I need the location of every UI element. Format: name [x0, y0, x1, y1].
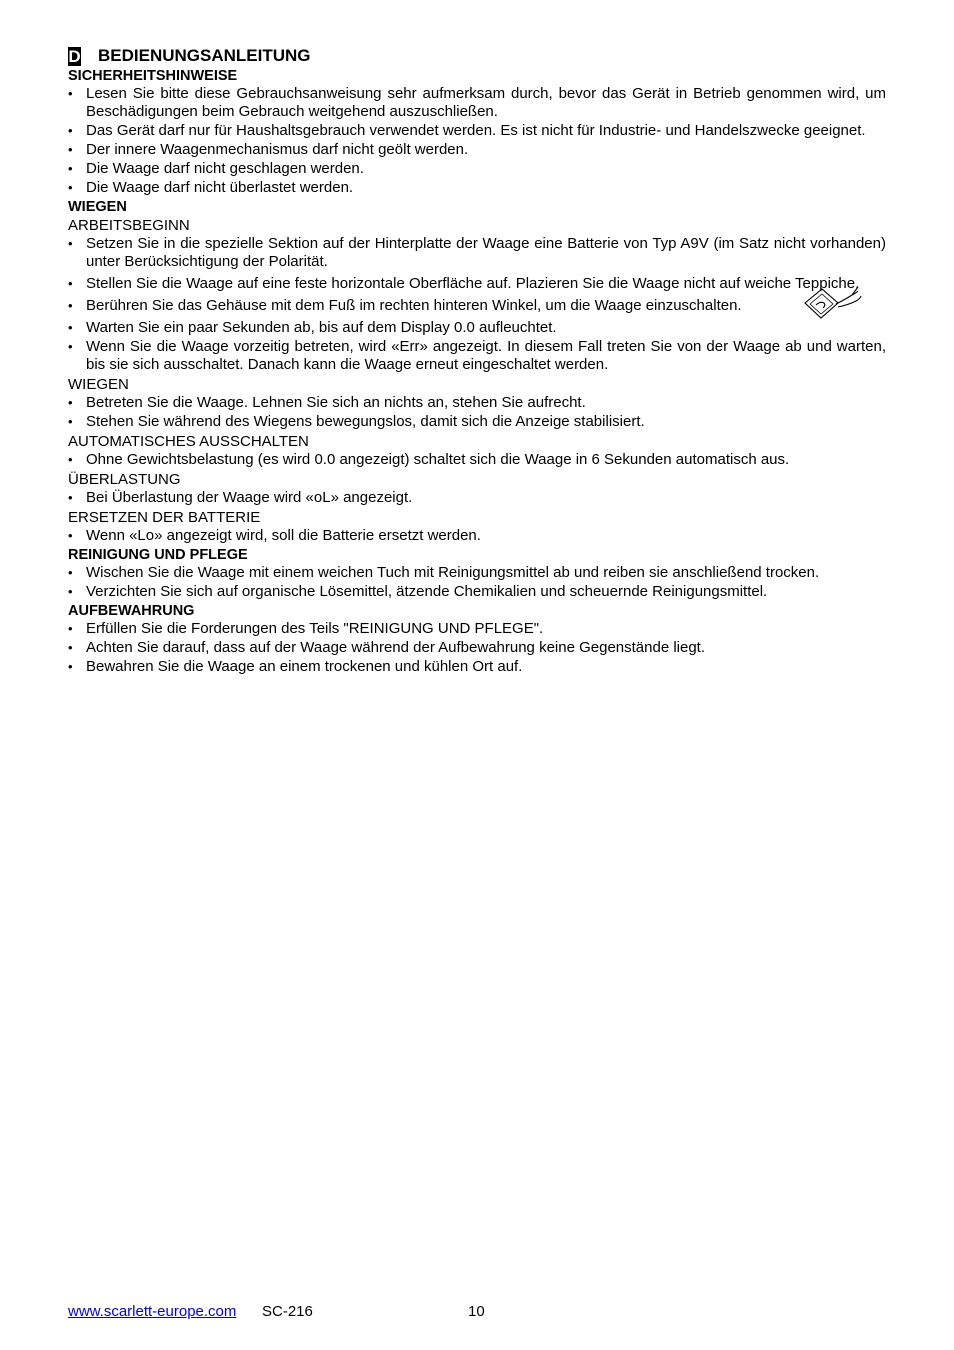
safety-list	[68, 85, 886, 197]
list-item: • Wischen Sie die Waage mit einem weichen Tuch mit Reinigungsmittel ab und reiben sie anschließend trocken.	[68, 564, 886, 582]
foot-touch-scale-icon	[802, 285, 864, 321]
cleaning-heading: REINIGUNG UND PFLEGE	[68, 547, 248, 563]
list-item: • Stehen Sie während des Wiegens bewegungslos, damit sich die Anzeige stabilisiert.	[68, 413, 886, 431]
list-item-text: Berühren Sie das Gehäuse mit dem Fuß im rechten hinteren Winkel, um die Waage einzuschalten.	[86, 297, 742, 314]
list-item: • Das Gerät darf nur für Haushaltsgebrauch verwendet werden. Es ist nicht für Industrie- und Handelszwecke geeignet.	[68, 122, 886, 140]
list-item: • Verzichten Sie sich auf organische Lösemittel, ätzende Chemikalien und scheuernde Reinigungsmittel.	[68, 583, 886, 601]
list-item: • Erfüllen Sie die Forderungen des Teils "REINIGUNG UND PFLEGE".	[68, 620, 886, 638]
list-item: • Lesen Sie bitte diese Gebrauchsanweisung sehr aufmerksam durch, bevor das Gerät in Betrieb genommen wird, um Beschädigungen beim Gebrauch weitgehend auszuschließen.	[68, 85, 886, 121]
page-number: 10	[468, 1303, 485, 1320]
weigh-heading: WIEGEN	[68, 376, 129, 393]
battery-list	[68, 527, 886, 545]
list-item: • Setzen Sie in die spezielle Sektion auf der Hinterplatte der Waage eine Batterie von Typ A9V (im Satz nicht vorhanden) unter Berücksichtigung der Polarität.	[68, 235, 886, 271]
list-item: • Bewahren Sie die Waage an einem trockenen und kühlen Ort auf.	[68, 658, 886, 676]
storage-list	[68, 620, 886, 676]
auto-off-list	[68, 451, 886, 469]
website-link[interactable]: www.scarlett-europe.com	[68, 1303, 237, 1320]
language-badge: D	[68, 46, 81, 66]
list-item: • Der innere Waagenmechanismus darf nicht geölt werden.	[68, 141, 886, 159]
weigh-list	[68, 394, 886, 431]
list-item: • Die Waage darf nicht geschlagen werden.	[68, 160, 886, 178]
overload-heading: ÜBERLASTUNG	[68, 471, 181, 488]
start-list	[68, 235, 886, 374]
battery-heading: ERSETZEN DER BATTERIE	[68, 509, 261, 526]
start-heading: ARBEITSBEGINN	[68, 217, 190, 234]
manual-content	[68, 45, 886, 677]
list-item: • Wenn Sie die Waage vorzeitig betreten, wird «Err» angezeigt. In diesem Fall treten Sie von der Waage ab und warten, bis sie sich ausschaltet. Danach kann die Waage erneut eingeschaltet werden.	[68, 338, 886, 374]
list-item: • Warten Sie ein paar Sekunden ab, bis auf dem Display 0.0 aufleuchtet.	[68, 319, 886, 337]
safety-heading: SICHERHEITSHINWEISE	[68, 68, 238, 84]
list-item-with-icon	[68, 297, 886, 315]
overload-list	[68, 489, 886, 507]
auto-off-heading: AUTOMATISCHES AUSSCHALTEN	[68, 433, 309, 450]
title-row	[68, 45, 886, 67]
list-item: • Achten Sie darauf, dass auf der Waage während der Aufbewahrung keine Gegenstände liegt.	[68, 639, 886, 657]
model-number: SC-216	[262, 1303, 313, 1320]
document-title: BEDIENUNGSANLEITUNG	[98, 46, 311, 65]
list-item: • Stellen Sie die Waage auf eine feste horizontale Oberfläche auf. Plazieren Sie die Waage nicht auf weiche Teppiche.	[68, 275, 886, 293]
list-item: • Wenn «Lo» angezeigt wird, soll die Batterie ersetzt werden.	[68, 527, 886, 545]
storage-heading: AUFBEWAHRUNG	[68, 603, 195, 619]
weighing-heading: WIEGEN	[68, 199, 127, 215]
list-item: • Bei Überlastung der Waage wird «oL» angezeigt.	[68, 489, 886, 507]
page-footer	[68, 1303, 886, 1320]
cleaning-list	[68, 564, 886, 601]
list-item: • Ohne Gewichtsbelastung (es wird 0.0 angezeigt) schaltet sich die Waage in 6 Sekunden automatisch aus.	[68, 451, 886, 469]
list-item: • Die Waage darf nicht überlastet werden.	[68, 179, 886, 197]
list-item: • Betreten Sie die Waage. Lehnen Sie sich an nichts an, stehen Sie aufrecht.	[68, 394, 886, 412]
